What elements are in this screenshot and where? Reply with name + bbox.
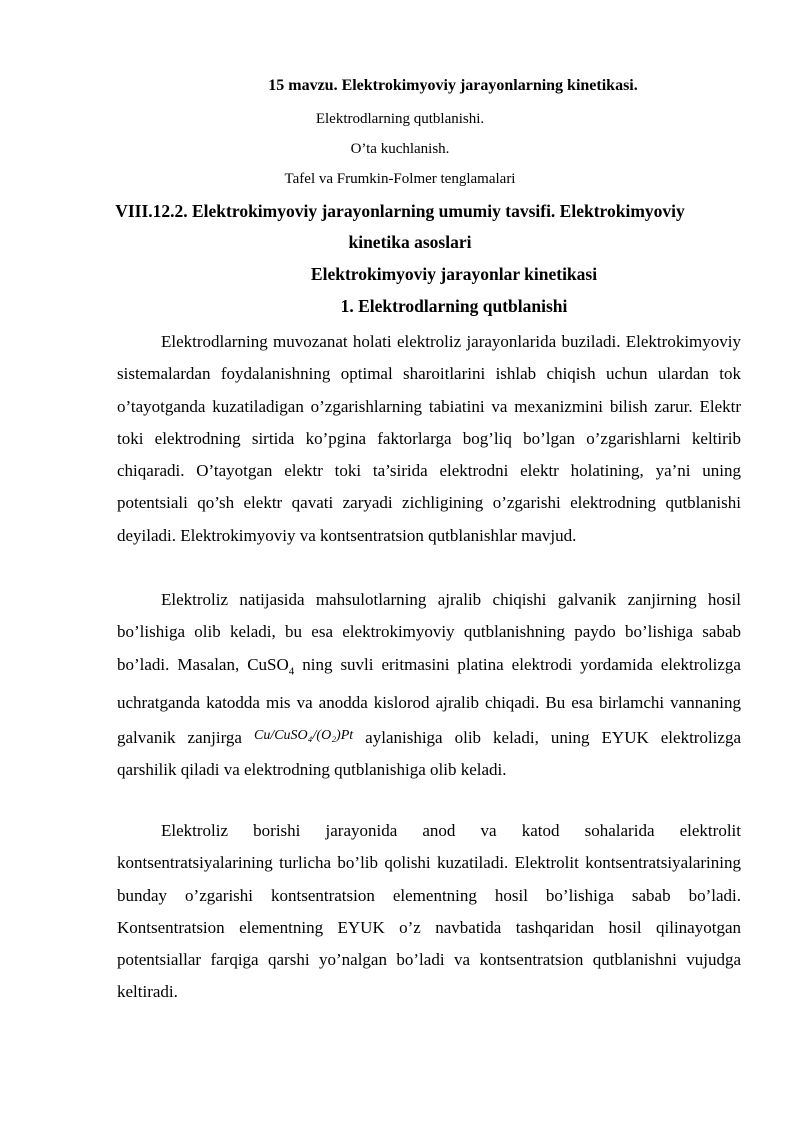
subsubsection-heading: 1. Elektrodlarning qutblanishi	[340, 296, 568, 316]
subsection-heading: Elektrokimyoviy jarayonlar kinetikasi	[310, 264, 598, 284]
subtitle-1: Elektrodlarning qutblanishi.	[315, 111, 485, 127]
paragraph-2-text-c: aylanishiga olib keladi, uning EYUK elektrolizga qarshilik qiladi va elektrodning qutblanishiga olib keladi.	[117, 727, 741, 779]
paragraph-2	[117, 584, 741, 786]
subscript-4: 4	[288, 664, 295, 677]
subtitle-3: Tafel va Frumkin-Folmer tenglamalari	[284, 171, 516, 187]
paragraph-3	[117, 815, 741, 1009]
section-heading-line2: kinetika asoslari	[348, 232, 472, 252]
paragraph-1	[117, 326, 741, 552]
subtitle-2: O’ta kuchlanish.	[350, 141, 450, 157]
section-heading-line1: VIII.12.2. Elektrokimyoviy jarayonlarning umumiy tavsifi. Elektrokimyoviy	[115, 201, 685, 221]
paragraph-2-text-a: Elektroliz natijasida mahsulotlarning ajralib chiqishi galvanik zanjirning hosil bo’lishiga olib keladi, bu esa elektrokimyoviy qutblanishning paydo bo’lishiga sabab bo’ladi. Masalan, CuSO	[117, 590, 741, 674]
page-title: 15 mavzu. Elektrokimyoviy jarayonlarning kinetikasi.	[268, 77, 638, 94]
paragraph-2-text-b: ning suvli eritmasini platina elektrodi yordamida elektrolizga uchratganda katodda mis va anodda kislorod ajralib chiqadi. Bu esa birlamchi vannaning galvanik zanjirga	[117, 654, 741, 747]
paragraph-1-text: Elektrodlarning muvozanat holati elektroliz jarayonlarida buziladi. Elektrokimyoviy sistemalardan foydalanishning optimal sharoitlarini ishlab chiqish uchun ulardan tok o’tayotganda kuzatiladigan o’zgarishlarning tabiatini va mexanizmini bilish zarur. Elektr toki elektrodning sirtida ko’pgina faktorlarga bog’liq bo’lgan o’zgarishlarni keltirib chiqaradi. O’tayotgan elektr toki ta’sirida elektrodni elektr holatining, ya’ni uning potentsiali qo’sh elektr qavati zaryadi zichligining o’zgarishi elektrodning qutblanishi deyiladi. Elektrokimyoviy va kontsentratsion qutblanishlar mavjud.	[117, 332, 741, 545]
galvanic-chain-formula: Cu/CuSO₄/(O₂)Pt	[253, 727, 354, 743]
paragraph-3-text: Elektroliz borishi jarayonida anod va katod sohalarida elektrolit kontsentratsiyalarining turlicha bo’lib qolishi kuzatiladi. Elektrolit kontsentratsiyalarining bunday o’zgarishi kontsentratsion elementning hosil bo’lishiga sabab bo’ladi. Kontsentratsion elementning EYUK o’z navbatida tashqaridan hosil qilinayotgan potentsiallar farqiga qarshi yo’nalgan bo’ladi va kontsentratsion qutblanishni vujudga keltiradi.	[117, 821, 741, 1002]
